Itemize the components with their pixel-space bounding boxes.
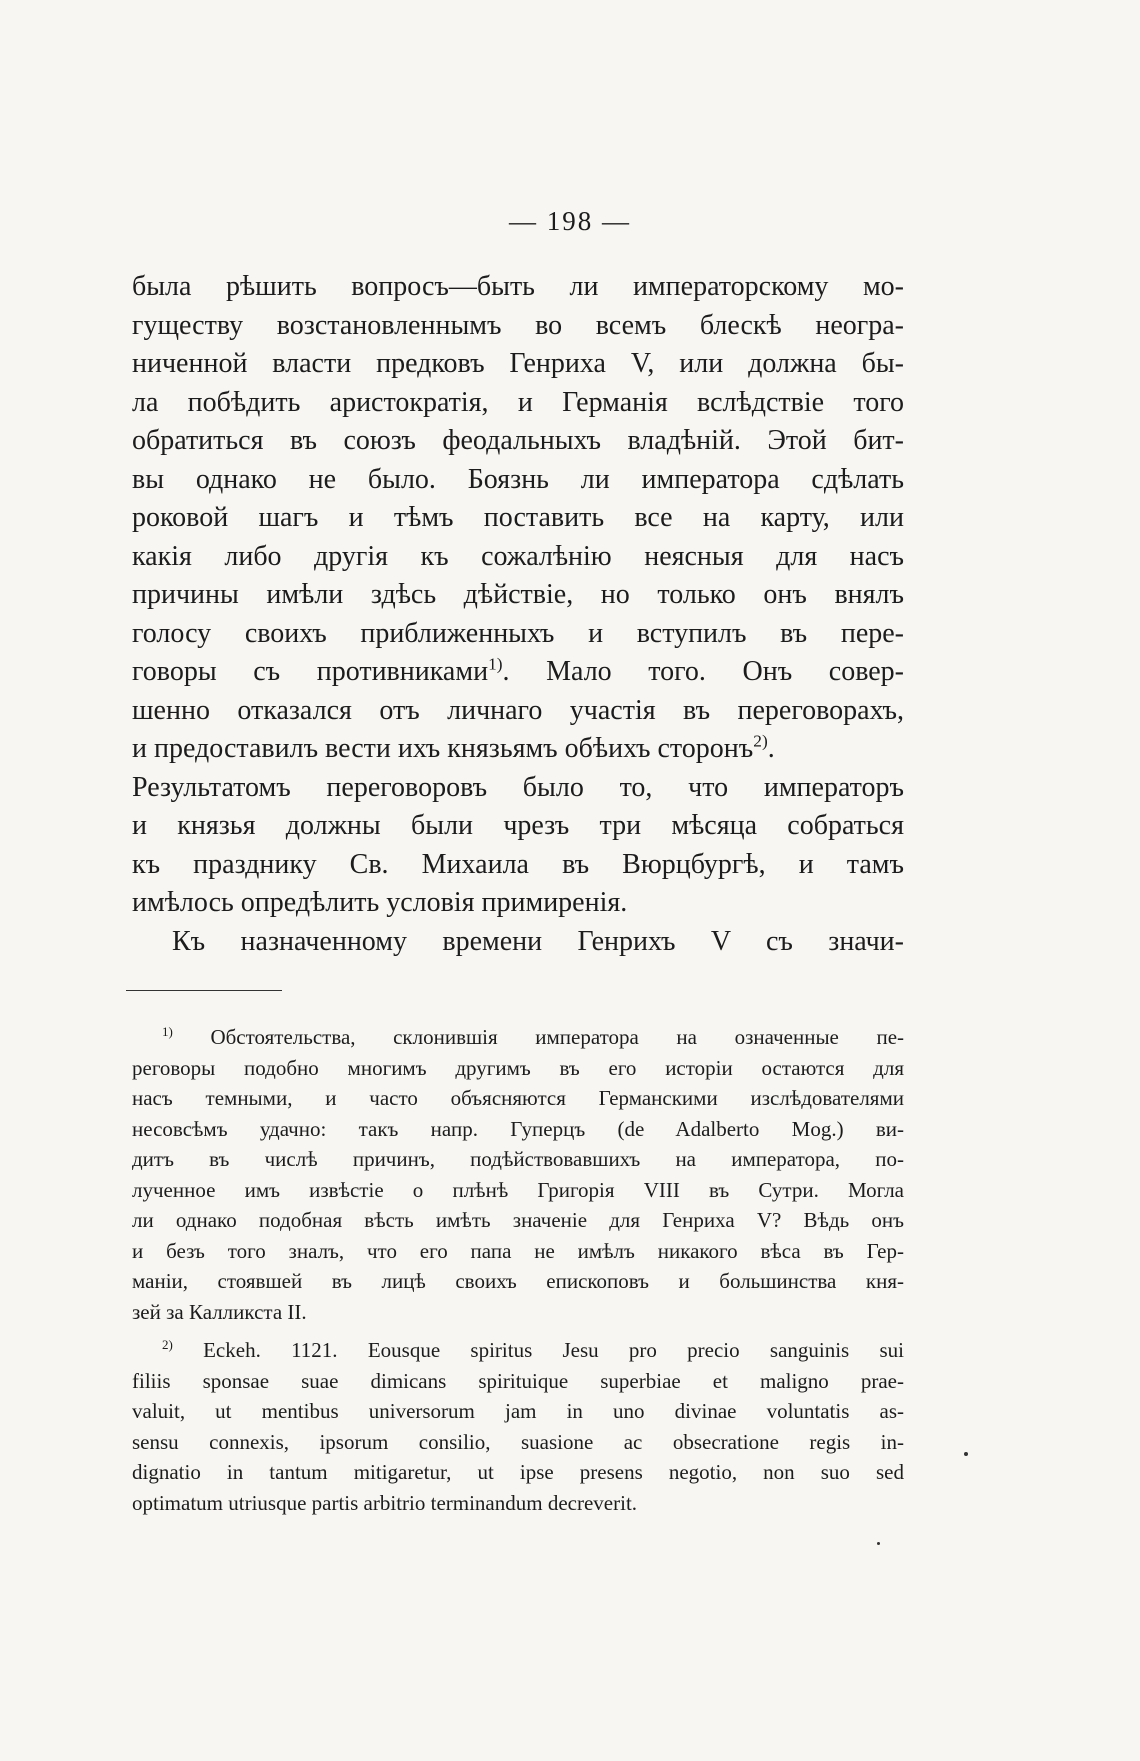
text-fragment: Eckeh. 1121. Eousque spiritus Jesu pro precio sanguinis sui — [203, 1338, 905, 1362]
footnote-line: дитъ въ числѣ причинъ, подѣйствовавшихъ на императора, по- — [132, 1147, 904, 1171]
footnote-line: ли однако подобная вѣсть имѣть значеніе для Генриха V? Вѣдь онъ — [132, 1208, 904, 1232]
text-line: и князья должны были чрезъ три мѣсяца собраться — [132, 810, 904, 841]
footnote-line: optimatum utriusque partis arbitrio terminandum decreverit. — [132, 1490, 638, 1515]
text-line: имѣлось опредѣлить условія примиренія. — [132, 887, 628, 918]
text-line: шенно отказался отъ личнаго участія въ переговорахъ, — [132, 694, 904, 726]
page-number: — 198 — — [509, 206, 631, 236]
footnote-ref-2[interactable]: 2) — [753, 731, 768, 751]
text-line: какія либо другія къ сожалѣнію неясныя для насъ — [132, 540, 904, 572]
footnotes — [132, 1022, 904, 1518]
footnote-line: маніи, стоявшей въ лицѣ своихъ епископовъ и большинства кня- — [132, 1269, 904, 1293]
footnote-mark-1: 1) — [162, 1024, 173, 1039]
scan-speck — [964, 1452, 968, 1456]
text-fragment: Обстоятельства, склонившія императора на означенные пе- — [210, 1025, 905, 1049]
footnote-line — [132, 1335, 904, 1366]
text-line: причины имѣли здѣсь дѣйствіе, но только онъ внялъ — [132, 579, 904, 610]
footnote-line: зей за Калликста II. — [132, 1299, 307, 1324]
footnote-line: sensu connexis, ipsorum consilio, suasione ac obsecratione regis in- — [132, 1429, 904, 1454]
text-fragment: . — [767, 733, 775, 764]
footnote-separator — [126, 990, 282, 991]
scan-speck — [877, 1542, 880, 1545]
main-text — [132, 268, 904, 961]
text-line: вы однако не было. Боязнь ли императора сдѣлать — [132, 463, 904, 495]
text-line — [132, 730, 904, 769]
footnote-line: valuit, ut mentibus universorum jam in uno divinae voluntatis as- — [132, 1399, 904, 1423]
text-line: гуществу возстановленнымъ во всемъ блескѣ неогра- — [132, 309, 904, 341]
text-line: обратиться въ союзъ феодальныхъ владѣній. Этой бит- — [132, 425, 904, 456]
footnote-line: и безъ того зналъ, что его папа не имѣлъ никакого вѣса въ Гер- — [132, 1238, 904, 1263]
footnote-1 — [132, 1022, 904, 1327]
text-line: ниченной власти предковъ Генриха V, или должна бы- — [132, 348, 904, 379]
footnote-2 — [132, 1335, 904, 1518]
text-line — [132, 653, 904, 692]
text-fragment: . Мало того. Онъ совер- — [502, 656, 905, 687]
text-line: была рѣшить вопросъ—быть ли императорскому мо- — [132, 271, 904, 302]
text-line: голосу своихъ приближенныхъ и вступилъ въ пере- — [132, 617, 904, 649]
footnote-line: filiis sponsae suae dimicans spirituique superbiae et maligno prae- — [132, 1368, 904, 1393]
text-line: Къ назначенному времени Генрихъ V съ значи- — [172, 925, 904, 957]
footnote-line: dignatio in tantum mitigaretur, ut ipse presens negotio, non suo sed — [132, 1460, 904, 1484]
footnote-mark-2: 2) — [162, 1337, 173, 1352]
text-line: къ празднику Св. Михаила въ Вюрцбургѣ, и тамъ — [132, 848, 904, 880]
footnote-line: лученное имъ извѣстіе о плѣнѣ Григорія VIII въ Сутри. Могла — [132, 1177, 904, 1202]
footnote-ref-1[interactable]: 1) — [488, 654, 503, 674]
footnote-line — [132, 1022, 904, 1053]
text-line: роковой шагъ и тѣмъ поставить все на карту, или — [132, 502, 904, 533]
text-line: ла побѣдить аристократія, и Германія вслѣдствіе того — [132, 386, 904, 418]
text-fragment: говоры съ противниками — [132, 656, 489, 687]
footnote-line: реговоры подобно многимъ другимъ въ его исторіи остаются для — [132, 1055, 904, 1080]
footnote-line: несовсѣмъ удачно: такъ напр. Гуперцъ (de Adalberto Mog.) ви- — [132, 1116, 904, 1141]
text-line: Результатомъ переговоровъ было то, что императоръ — [132, 771, 904, 803]
text-fragment: и предоставилъ вести ихъ князьямъ обѣихъ сторонъ — [132, 733, 754, 764]
footnote-line: насъ темными, и часто объясняются Германскими изслѣдователями — [132, 1086, 904, 1110]
